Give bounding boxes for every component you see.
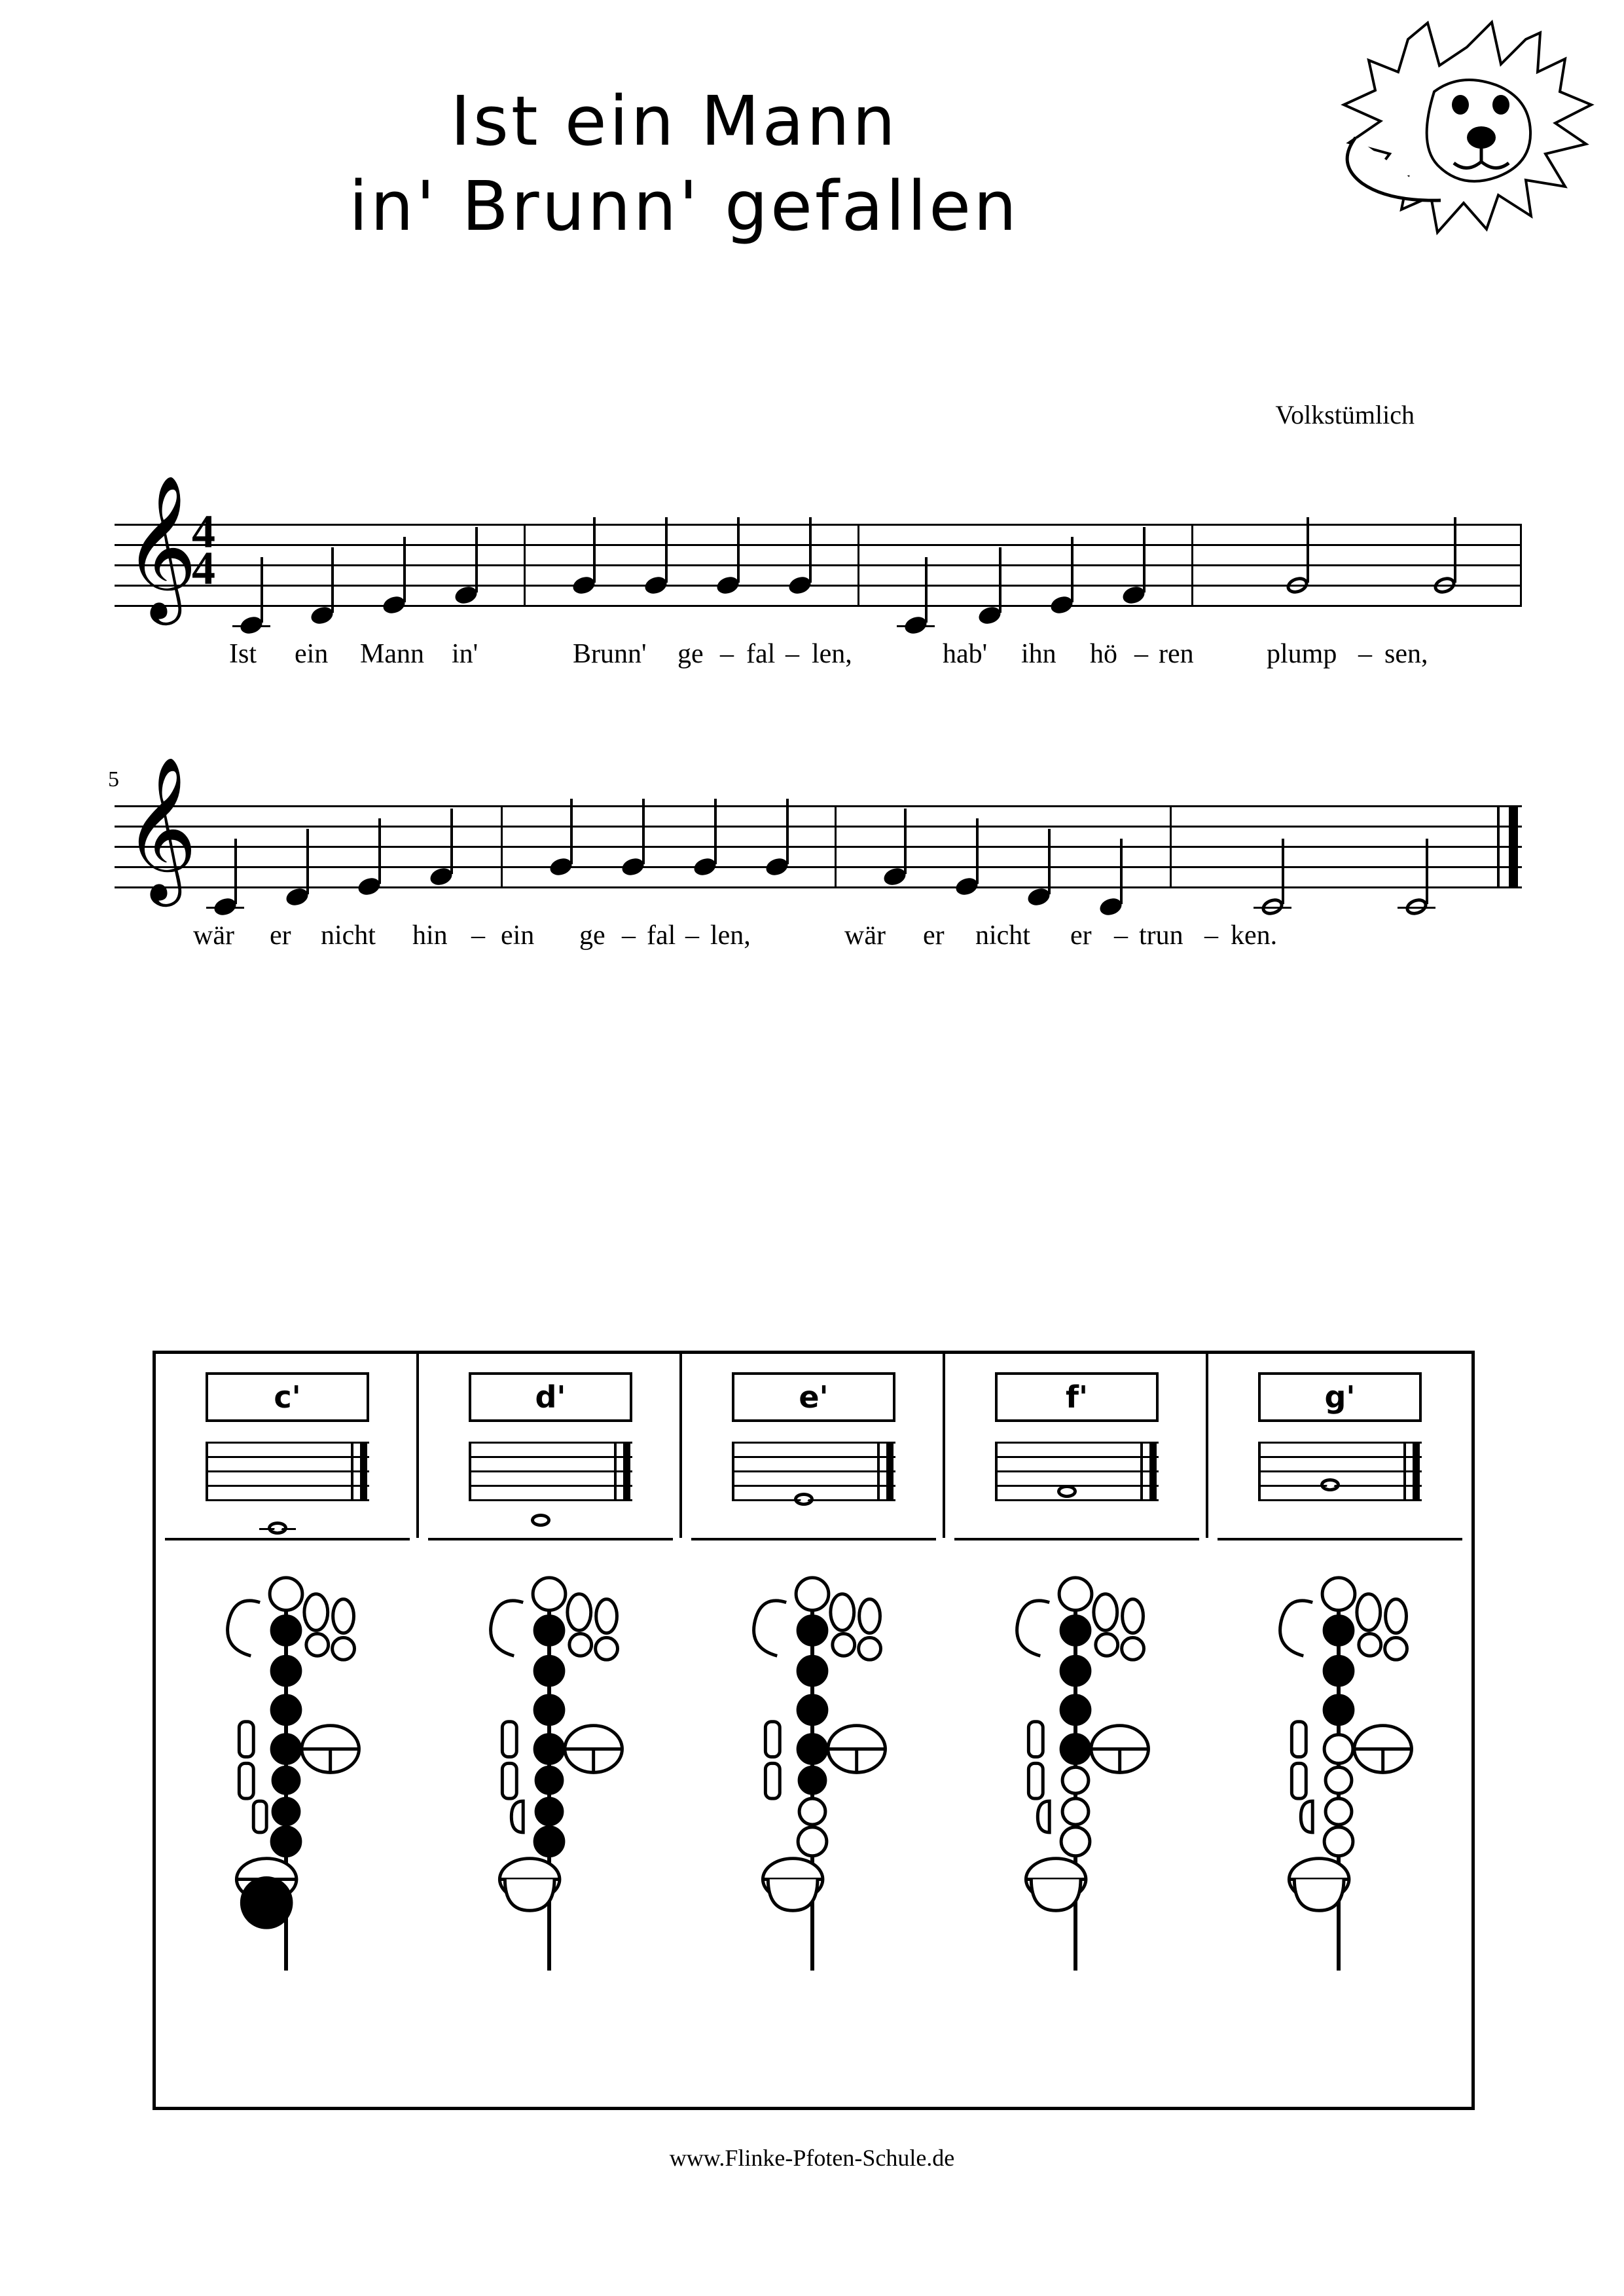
treble-clef-icon: 𝄞 <box>124 474 198 619</box>
lyric-syllable: Ist <box>229 639 257 669</box>
lyric-hyphen: – <box>1358 639 1372 669</box>
whole-note <box>794 1493 814 1506</box>
recorder-diagram-e <box>682 1554 945 2090</box>
lyric-syllable: ein <box>295 639 329 669</box>
fingering-column-f <box>945 1354 1208 2107</box>
barline <box>1520 524 1522 607</box>
mini-staff <box>995 1442 1159 1507</box>
whole-note <box>268 1522 287 1535</box>
staff-line <box>115 846 1522 848</box>
lyric-syllable: ken. <box>1231 920 1278 951</box>
recorder-diagram-g <box>1208 1554 1471 2090</box>
lyric-hyphen: – <box>685 920 699 951</box>
chart-divider <box>428 1538 673 1540</box>
note-head <box>884 869 906 884</box>
note-name-badge: f' <box>995 1372 1159 1422</box>
lyric-syllable: fal <box>746 639 776 669</box>
note-head <box>573 577 595 593</box>
lyric-syllable: fal <box>647 920 676 951</box>
mini-staff <box>206 1442 369 1507</box>
lyric-syllable: er <box>1070 920 1092 951</box>
note-head <box>694 859 716 875</box>
lyric-syllable: len, <box>710 920 751 951</box>
lyric-hyphen: – <box>1204 920 1218 951</box>
barline <box>524 524 526 607</box>
fingering-column-e <box>682 1354 945 2107</box>
note-head <box>1286 577 1308 593</box>
note-head <box>455 587 477 603</box>
barline <box>857 524 859 607</box>
barline <box>1170 805 1172 888</box>
whole-note <box>1320 1478 1340 1491</box>
note-head <box>1100 899 1122 915</box>
lyric-syllable: in' <box>452 639 478 669</box>
recorder-diagram-f <box>945 1554 1208 2090</box>
lyric-syllable: hin <box>412 920 448 951</box>
note-head <box>214 899 236 915</box>
note-head <box>789 577 811 593</box>
staff-line <box>115 524 1522 526</box>
lyric-hyphen: – <box>720 639 734 669</box>
staff-line <box>115 886 1522 888</box>
lyric-syllable: Mann <box>360 639 424 669</box>
note-head <box>766 859 788 875</box>
note-head <box>383 597 405 613</box>
lyric-syllable: wär <box>844 920 886 951</box>
title-line-1: Ist ein Mann <box>450 81 898 161</box>
time-signature-denominator: 4 <box>192 542 215 595</box>
note-head <box>430 869 452 884</box>
chart-divider <box>954 1538 1199 1540</box>
staff-line <box>115 544 1522 546</box>
time-signature <box>192 505 215 595</box>
barline <box>835 805 837 888</box>
staff-line <box>115 585 1522 587</box>
barline <box>501 805 503 888</box>
lyric-hyphen: – <box>1134 639 1148 669</box>
lyric-syllable: trun <box>1139 920 1183 951</box>
lyric-syllable: nicht <box>975 920 1030 951</box>
note-name-badge: e' <box>732 1372 895 1422</box>
fingering-column-c <box>156 1354 419 2107</box>
composer-attribution: Volkstümlich <box>1275 400 1415 429</box>
final-barline-thin <box>1497 805 1500 888</box>
lyric-hyphen: – <box>471 920 485 951</box>
music-system-2 <box>108 756 1522 951</box>
lyric-syllable: er <box>923 920 945 951</box>
lyric-syllable: len, <box>812 639 852 669</box>
staff-line <box>115 805 1522 807</box>
staff-line <box>115 564 1522 566</box>
note-head <box>240 617 262 633</box>
music-system-1 <box>115 474 1522 669</box>
note-head <box>956 879 978 894</box>
note-head <box>645 577 667 593</box>
note-head <box>1405 899 1428 915</box>
note-head <box>1123 587 1145 603</box>
lyrics-line-1 <box>115 638 1522 678</box>
barline <box>1191 524 1193 607</box>
measure-number: 5 <box>108 767 119 792</box>
staff-line <box>115 866 1522 868</box>
staff-line <box>115 826 1522 828</box>
note-head <box>1434 577 1456 593</box>
note-head <box>358 879 380 894</box>
fingering-column-g <box>1208 1354 1471 2107</box>
recorder-diagram-c <box>156 1554 419 2090</box>
lyric-hyphen: – <box>622 920 636 951</box>
note-head <box>311 608 333 623</box>
final-barline-thick <box>1509 805 1518 888</box>
lyric-syllable: ein <box>501 920 535 951</box>
page-title <box>0 79 1375 249</box>
whole-note <box>1057 1485 1077 1498</box>
note-head <box>1051 597 1073 613</box>
note-head <box>905 617 927 633</box>
mini-staff <box>469 1442 632 1507</box>
chart-divider <box>165 1538 410 1540</box>
note-head <box>550 859 572 875</box>
lyric-syllable: plump <box>1267 639 1337 669</box>
staff-2 <box>115 756 1522 900</box>
lyric-syllable: nicht <box>321 920 376 951</box>
footer-website: www.Flinke-Pfoten-Schule.de <box>669 2145 955 2171</box>
fingering-column-d <box>419 1354 682 2107</box>
lyric-syllable: er <box>270 920 291 951</box>
lyric-syllable: hö <box>1090 639 1117 669</box>
chart-divider <box>691 1538 936 1540</box>
treble-clef-icon: 𝄞 <box>124 756 198 900</box>
lyric-syllable: ge <box>677 639 704 669</box>
lyric-syllable: ge <box>579 920 605 951</box>
lyric-syllable: Brunn' <box>573 639 647 669</box>
note-head <box>622 859 644 875</box>
note-name-badge: d' <box>469 1372 632 1422</box>
mini-staff <box>1258 1442 1422 1507</box>
lyrics-line-2 <box>115 920 1522 959</box>
note-name-badge: g' <box>1258 1372 1422 1422</box>
fingering-chart <box>153 1351 1475 2110</box>
lyric-syllable: sen, <box>1384 639 1428 669</box>
lyric-hyphen: – <box>1114 920 1128 951</box>
chart-divider <box>1218 1538 1462 1540</box>
lyric-syllable: ren <box>1159 639 1194 669</box>
note-head <box>979 608 1001 623</box>
note-name-badge: c' <box>206 1372 369 1422</box>
lyric-syllable: wär <box>193 920 234 951</box>
whole-note <box>531 1514 550 1527</box>
recorder-diagram-d <box>419 1554 682 2090</box>
lyric-syllable: hab' <box>943 639 988 669</box>
staff-1 <box>115 474 1522 619</box>
note-head <box>717 577 739 593</box>
time-signature-numerator: 4 <box>192 505 215 558</box>
title-line-2: in' Brunn' gefallen <box>349 166 1019 246</box>
lyric-syllable: ihn <box>1021 639 1056 669</box>
mini-staff <box>732 1442 895 1507</box>
note-head <box>286 889 308 905</box>
note-head <box>1028 889 1050 905</box>
note-head <box>1261 899 1284 915</box>
lyric-hyphen: – <box>785 639 799 669</box>
